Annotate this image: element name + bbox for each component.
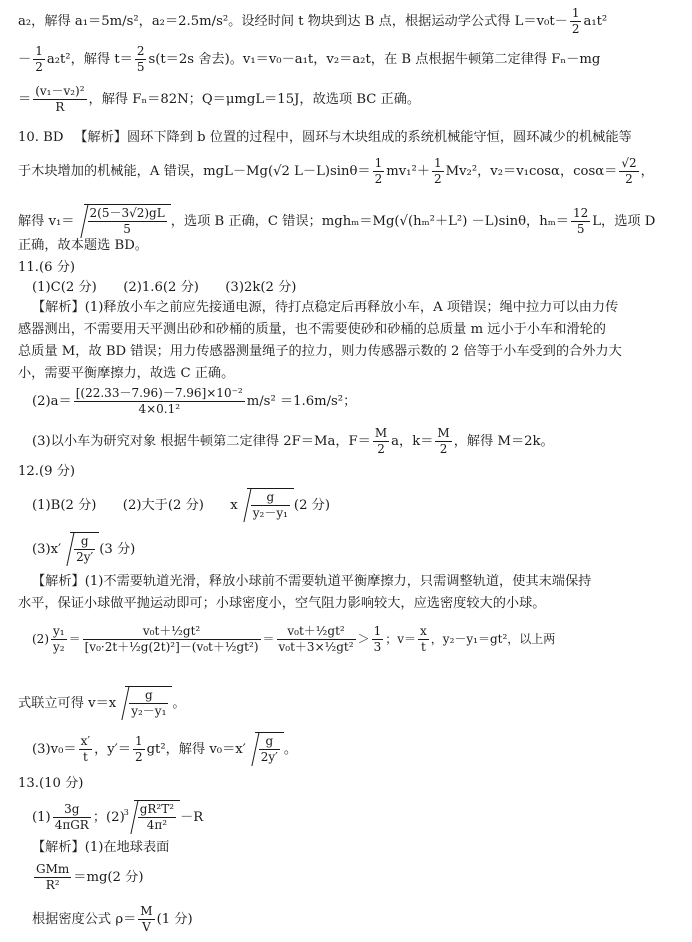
denominator: 2 (134, 750, 143, 764)
numerator: 1 (373, 624, 382, 638)
denominator: 4π² (146, 818, 168, 832)
fraction (129, 688, 168, 719)
text-run: ＝ (262, 632, 275, 646)
fraction (373, 156, 385, 187)
denominator: 2 (374, 172, 383, 186)
denominator: y₂－y₁ (131, 704, 167, 718)
text-line (18, 342, 680, 362)
denominator: 4πGR (54, 818, 89, 832)
text-line (18, 774, 680, 794)
text-run: (1)B(2 分) (2)大于(2 分) x (32, 498, 238, 513)
text-run: ， (640, 164, 654, 179)
fraction (33, 84, 86, 115)
text-run: (1) (32, 810, 51, 825)
numerator: (v₁－v₂)² (35, 84, 85, 98)
numerator: g (129, 688, 168, 704)
text-line (32, 904, 680, 935)
q12-heading: 12.(9 分) (18, 464, 76, 479)
fraction (51, 624, 67, 655)
text-line (18, 320, 680, 340)
text-run: a，k＝ (391, 434, 434, 449)
text-run: －R (180, 810, 204, 825)
text-line (18, 128, 680, 148)
text-run: ，选项 B 正确，C 错误；mghₘ＝Mg(√(hₘ²＋L²) －L)sinθ，hₘ＝ (170, 214, 569, 229)
numerator: g (259, 734, 280, 750)
numerator: 2 (136, 44, 145, 58)
cube-root (123, 800, 180, 835)
numerator: 1 (35, 44, 43, 58)
text-run: ＝mg(2 分) (73, 870, 144, 885)
fraction (138, 802, 176, 833)
fraction (88, 206, 167, 237)
fraction (435, 426, 451, 457)
fraction (74, 386, 245, 417)
fraction (372, 624, 384, 655)
fraction (79, 734, 93, 765)
text-run: (2) (32, 632, 49, 646)
square-root (247, 488, 294, 523)
text-run: (1 分) (156, 912, 193, 927)
text-line (32, 426, 680, 457)
denominator: 2 (433, 172, 442, 186)
fraction (83, 624, 261, 655)
text-run: ＝ (18, 92, 32, 107)
text-run: ，y₂－y₁＝gt²，以上两 (430, 632, 556, 646)
denominator: 3 (373, 640, 382, 654)
text-run: (2)a＝ (32, 394, 72, 409)
text-run: － (18, 52, 32, 67)
fraction (251, 490, 290, 521)
text-run: m/s² ＝1.6m/s²； (246, 394, 357, 409)
text-run: 感器测出，不需要用天平测出砂和砂桶的质量，也不需要使砂和砂桶的总质量 m 远小于小车和滑轮的 (18, 322, 606, 337)
denominator: 5 (123, 222, 131, 236)
text-run: (3)x′ (32, 542, 62, 557)
text-run: 于木块增加的机械能，A 错误，mgL－Mg(√2 L－L)sinθ＝ (18, 164, 371, 179)
numerator: 1 (433, 156, 442, 170)
numerator: 12 (573, 206, 589, 220)
text-line (18, 462, 680, 482)
q13-heading: 13.(10 分) (18, 776, 84, 791)
square-root (84, 204, 171, 239)
denominator: 5 (576, 222, 585, 236)
text-line (32, 386, 680, 417)
numerator: 1 (134, 734, 143, 748)
text-line (32, 800, 680, 835)
fraction (277, 624, 356, 655)
fraction (34, 862, 71, 893)
numerator: M (437, 426, 450, 440)
denominator: 2 (35, 60, 43, 74)
text-line (18, 258, 680, 278)
numerator: GMm (36, 862, 70, 876)
text-line (18, 6, 680, 37)
text-line (32, 532, 680, 567)
denominator: y₂－y₁ (252, 506, 288, 520)
text-run: 小，需要平衡摩擦力，故选 C 正确。 (18, 366, 235, 381)
text-run: a₂t²，解得 t＝ (46, 52, 133, 67)
text-run: (2 分) (293, 498, 330, 513)
numerator: g (74, 534, 95, 550)
denominator: t (420, 640, 426, 654)
text-run: ，y′＝ (94, 742, 131, 757)
numerator: √2 (621, 156, 637, 170)
text-line (32, 298, 680, 318)
text-line (32, 572, 680, 592)
text-run: 式联立可得 v＝x (18, 696, 117, 711)
text-line (18, 686, 680, 721)
text-run: 水平，保证小球做平抛运动即可；小球密度小，空气阻力影响较大，应选密度较大的小球。 (18, 596, 546, 611)
text-run: a₁t² (583, 14, 608, 29)
numerator: M (374, 426, 388, 440)
text-run: 【解析】(1)不需要轨道光滑，释放小球前不需要轨道平衡摩擦力，只需调整轨道，使其末端保持 (32, 574, 592, 589)
text-run: ＞ (357, 632, 370, 646)
denominator: 2y′ (260, 750, 278, 764)
fraction (74, 534, 95, 565)
denominator: 2y′ (76, 550, 94, 564)
text-line (18, 594, 680, 614)
square-root (125, 686, 172, 721)
text-run: 总质量 M，故 BD 错误；用力传感器测量绳子的拉力，则力传感器示数的 2 倍等于小车受到的合外力大 (18, 344, 622, 359)
numerator: 3g (53, 802, 91, 818)
denominator: R² (45, 878, 60, 892)
numerator: x (420, 624, 427, 638)
text-line (18, 364, 680, 384)
text-run: gt²，解得 v₀＝x′ (146, 742, 246, 757)
numerator: v₀t＋½gt² (277, 624, 356, 640)
q10-heading: 10. BD 【解析】圆环下降到 b 位置的过程中，圆环与木块组成的系统机械能守恒，圆环减少的机械能等 (18, 130, 632, 145)
text-line (18, 156, 680, 187)
text-run: Mv₂²，v₂＝v₁cosα，cosα＝ (445, 164, 618, 179)
denominator: 2 (571, 22, 580, 36)
numerator: 2(5－3√2)gL (89, 206, 165, 220)
text-line (32, 732, 680, 767)
text-line (32, 862, 680, 893)
square-root (255, 732, 284, 767)
denominator: 4×0.1² (138, 402, 181, 416)
text-run: 。 (283, 742, 298, 757)
numerator: gR²T² (139, 802, 175, 816)
text-line (32, 838, 680, 858)
text-run: 正确，故本题选 BD。 (18, 238, 148, 253)
q11-heading: 11.(6 分) (18, 260, 76, 275)
numerator: g (251, 490, 290, 506)
text-line (18, 204, 680, 239)
text-line (32, 624, 680, 655)
denominator: 2 (377, 442, 385, 456)
text-line (32, 488, 680, 523)
denominator: v₀t＋3×½gt² (278, 640, 354, 654)
text-run: 【解析】(1)释放小车之前应先接通电源，待打点稳定后再释放小车，A 项错误；绳中拉力可以由力传 (32, 300, 619, 315)
text-line (32, 278, 680, 298)
text-run: 解得 v₁＝ (18, 214, 75, 229)
text-line (18, 44, 680, 75)
numerator: [(22.33－7.96)－7.96]×10⁻² (75, 386, 243, 400)
denominator: y₂ (53, 640, 65, 654)
text-run: 。 (172, 696, 186, 711)
numerator: v₀t＋½gt² (83, 624, 261, 640)
text-run: ；(2) (92, 810, 125, 825)
text-run: (3)以小车为研究对象 根据牛顿第二定律得 2F＝Ma，F＝ (32, 434, 371, 449)
fraction (138, 904, 154, 935)
numerator: 1 (374, 156, 383, 170)
text-run: L，选项 D (592, 214, 656, 229)
text-run: (3)v₀＝ (32, 742, 77, 757)
fraction (373, 426, 389, 457)
denominator: 2 (625, 172, 633, 186)
denominator: 5 (136, 60, 145, 74)
text-run: (3 分) (99, 542, 136, 557)
denominator: [v₀·2t＋½g(2t)²]－(v₀t＋½gt²) (84, 640, 259, 654)
denominator: R (55, 100, 65, 114)
text-run: a₂，解得 a₁＝5m/s²，a₂＝2.5m/s²。设经时间 t 物块到达 B 点，根据运动学公式得 L＝v₀t－ (18, 14, 568, 29)
fraction (135, 44, 147, 75)
fraction (619, 156, 638, 187)
fraction (418, 624, 429, 655)
numerator: y₁ (53, 624, 65, 638)
text-run: s(t＝2s 舍去)。v₁＝v₀－a₁t，v₂＝a₂t，在 B 点根据牛顿第二定律得 Fₙ－mg (148, 52, 601, 67)
fraction (259, 734, 280, 765)
text-run: ；v＝ (385, 632, 417, 646)
denominator: V (142, 920, 151, 934)
root-index: 3 (123, 808, 129, 817)
denominator: t (82, 750, 88, 764)
text-run: mv₁²＋ (386, 164, 430, 179)
numerator: M (140, 904, 153, 918)
text-run: 根据密度公式 ρ＝ (32, 912, 137, 927)
q11-answers: (1)C(2 分) (2)1.6(2 分) (3)2k(2 分) (32, 280, 297, 295)
fraction (53, 802, 91, 833)
text-run: ＝ (68, 632, 81, 646)
fraction (133, 734, 145, 765)
text-run: ，解得 M＝2k。 (453, 434, 554, 449)
text-run: ，解得 Fₙ＝82N；Q＝μmgL＝15J，故选项 BC 正确。 (88, 92, 421, 107)
square-root (70, 532, 99, 567)
text-run: 【解析】(1)在地球表面 (32, 840, 170, 855)
numerator: x′ (80, 734, 91, 748)
text-line (18, 84, 680, 115)
text-line (18, 236, 680, 256)
fraction (33, 44, 45, 75)
numerator: 1 (571, 6, 580, 20)
denominator: 2 (439, 442, 448, 456)
fraction (570, 6, 582, 37)
fraction (571, 206, 590, 237)
fraction (432, 156, 444, 187)
